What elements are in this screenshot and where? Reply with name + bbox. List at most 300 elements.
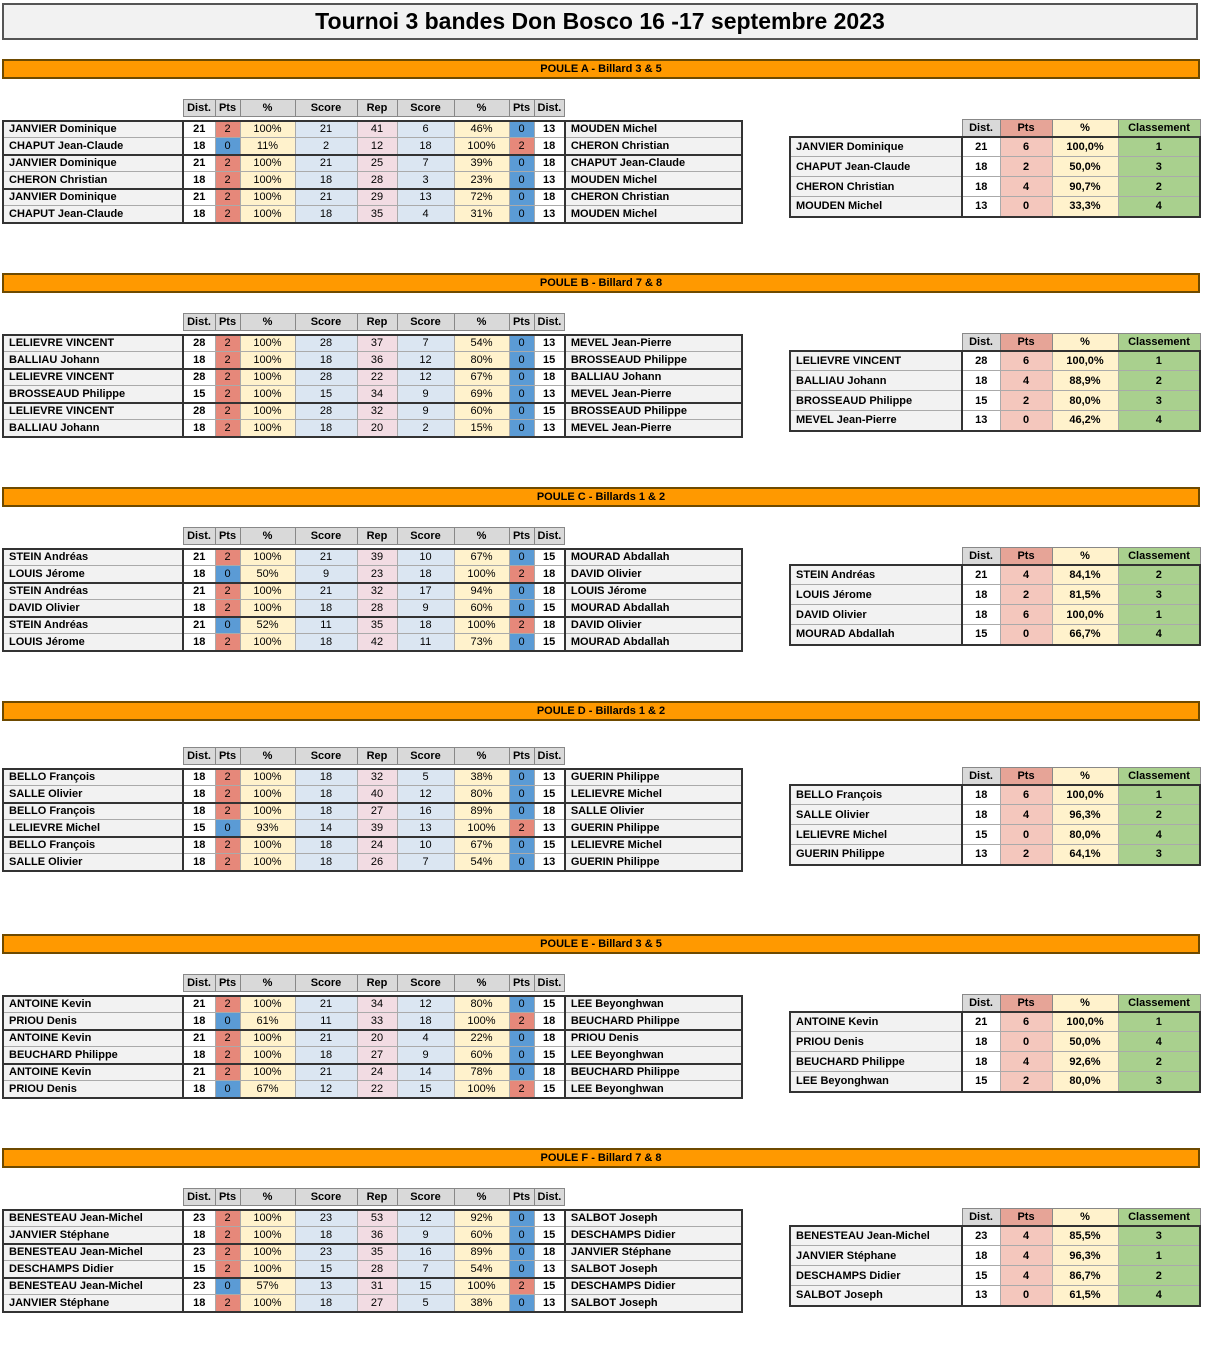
standing-percent: 90,7% bbox=[1052, 177, 1118, 197]
standings-row bbox=[790, 137, 1200, 157]
standings-header-cell: Dist. bbox=[962, 1209, 1000, 1226]
player-left: SALLE Olivier bbox=[3, 786, 183, 803]
standings-row bbox=[790, 351, 1200, 371]
score-cell: 7 bbox=[397, 335, 454, 352]
score-cell: 23 bbox=[295, 1210, 357, 1227]
distance-cell: 18 bbox=[183, 206, 215, 223]
rep-cell: 24 bbox=[357, 837, 397, 854]
player-right: DAVID Olivier bbox=[565, 566, 742, 583]
standing-player: BELLO François bbox=[790, 785, 962, 805]
standings-row bbox=[790, 391, 1200, 411]
player-left: JANVIER Stéphane bbox=[3, 1227, 183, 1244]
standings-row bbox=[790, 1226, 1200, 1246]
standing-percent: 80,0% bbox=[1052, 825, 1118, 845]
standings-header-cell: % bbox=[1052, 334, 1118, 351]
standing-player: BENESTEAU Jean-Michel bbox=[790, 1226, 962, 1246]
standings-row bbox=[790, 565, 1200, 585]
standing-rank: 4 bbox=[1118, 411, 1200, 431]
standing-rank: 3 bbox=[1118, 1072, 1200, 1092]
player-left: PRIOU Denis bbox=[3, 1081, 183, 1098]
points-cell: 2 bbox=[509, 566, 534, 583]
points-cell: 0 bbox=[509, 386, 534, 403]
rep-cell: 32 bbox=[357, 403, 397, 420]
standing-points: 6 bbox=[1000, 785, 1052, 805]
points-cell: 0 bbox=[509, 769, 534, 786]
pool-section bbox=[0, 59, 1206, 259]
rep-cell: 34 bbox=[357, 996, 397, 1013]
standings-header-cell: Classement bbox=[1118, 548, 1200, 565]
match-row bbox=[3, 155, 742, 172]
player-left: ANTOINE Kevin bbox=[3, 1064, 183, 1081]
distance-cell: 13 bbox=[534, 1295, 565, 1312]
distance-cell: 21 bbox=[183, 155, 215, 172]
standing-distance: 23 bbox=[962, 1226, 1000, 1246]
standing-player: LELIEVRE Michel bbox=[790, 825, 962, 845]
match-header-cell: % bbox=[240, 975, 295, 992]
points-cell: 2 bbox=[215, 155, 240, 172]
rep-cell: 35 bbox=[357, 1244, 397, 1261]
standings-header-cell: Dist. bbox=[962, 995, 1000, 1012]
percent-cell: 100% bbox=[240, 583, 295, 600]
standing-percent: 46,2% bbox=[1052, 411, 1118, 431]
standings-header-cell: Dist. bbox=[962, 120, 1000, 137]
points-cell: 2 bbox=[215, 634, 240, 651]
player-left: STEIN Andréas bbox=[3, 583, 183, 600]
match-header-cell bbox=[565, 975, 742, 992]
score-cell: 18 bbox=[295, 352, 357, 369]
score-cell: 28 bbox=[295, 403, 357, 420]
percent-cell: 73% bbox=[454, 634, 509, 651]
percent-cell: 54% bbox=[454, 1261, 509, 1278]
player-left: CHERON Christian bbox=[3, 172, 183, 189]
standing-points: 0 bbox=[1000, 197, 1052, 217]
player-left: DAVID Olivier bbox=[3, 600, 183, 617]
points-cell: 0 bbox=[509, 1064, 534, 1081]
standings-header-cell: Dist. bbox=[962, 548, 1000, 565]
points-cell: 2 bbox=[509, 1013, 534, 1030]
score-cell: 12 bbox=[397, 1210, 454, 1227]
player-left: LELIEVRE Michel bbox=[3, 820, 183, 837]
standings-header-cell: Classement bbox=[1118, 1209, 1200, 1226]
percent-cell: 100% bbox=[454, 1081, 509, 1098]
match-header-cell: Pts bbox=[509, 314, 534, 331]
points-cell: 0 bbox=[509, 369, 534, 386]
standings-row bbox=[790, 411, 1200, 431]
score-cell: 10 bbox=[397, 837, 454, 854]
player-right: CHERON Christian bbox=[565, 138, 742, 155]
standing-distance: 18 bbox=[962, 605, 1000, 625]
match-row bbox=[3, 600, 742, 617]
player-left: BROSSEAUD Philippe bbox=[3, 386, 183, 403]
rep-cell: 12 bbox=[357, 138, 397, 155]
score-cell: 9 bbox=[397, 600, 454, 617]
match-header-cell: % bbox=[454, 975, 509, 992]
standing-player: MOUDEN Michel bbox=[790, 197, 962, 217]
distance-cell: 18 bbox=[183, 420, 215, 437]
match-header-cell: Score bbox=[397, 100, 454, 117]
standings-row bbox=[790, 605, 1200, 625]
percent-cell: 100% bbox=[240, 803, 295, 820]
points-cell: 0 bbox=[509, 206, 534, 223]
points-cell: 0 bbox=[509, 786, 534, 803]
standing-rank: 4 bbox=[1118, 1286, 1200, 1306]
percent-cell: 15% bbox=[454, 420, 509, 437]
match-row bbox=[3, 352, 742, 369]
standings-row bbox=[790, 585, 1200, 605]
score-cell: 7 bbox=[397, 854, 454, 871]
match-header-cell: % bbox=[240, 100, 295, 117]
score-cell: 6 bbox=[397, 121, 454, 138]
points-cell: 0 bbox=[509, 1227, 534, 1244]
matches-table bbox=[2, 974, 743, 1099]
distance-cell: 15 bbox=[534, 1047, 565, 1064]
percent-cell: 60% bbox=[454, 403, 509, 420]
standing-player: BROSSEAUD Philippe bbox=[790, 391, 962, 411]
score-cell: 4 bbox=[397, 206, 454, 223]
score-cell: 12 bbox=[295, 1081, 357, 1098]
match-header-cell: Pts bbox=[509, 748, 534, 765]
percent-cell: 100% bbox=[240, 769, 295, 786]
percent-cell: 100% bbox=[240, 189, 295, 206]
standing-rank: 3 bbox=[1118, 845, 1200, 865]
standing-player: BALLIAU Johann bbox=[790, 371, 962, 391]
points-cell: 2 bbox=[215, 996, 240, 1013]
match-row bbox=[3, 583, 742, 600]
percent-cell: 100% bbox=[240, 1064, 295, 1081]
match-row bbox=[3, 566, 742, 583]
rep-cell: 35 bbox=[357, 206, 397, 223]
player-right: LELIEVRE Michel bbox=[565, 837, 742, 854]
standings-row bbox=[790, 157, 1200, 177]
standing-distance: 15 bbox=[962, 825, 1000, 845]
match-header-cell: Rep bbox=[357, 1189, 397, 1206]
standings-row bbox=[790, 371, 1200, 391]
player-left: LELIEVRE VINCENT bbox=[3, 369, 183, 386]
standing-player: CHAPUT Jean-Claude bbox=[790, 157, 962, 177]
rep-cell: 26 bbox=[357, 854, 397, 871]
percent-cell: 60% bbox=[454, 1227, 509, 1244]
match-header-cell: Dist. bbox=[183, 528, 215, 545]
match-row bbox=[3, 138, 742, 155]
match-row bbox=[3, 1064, 742, 1081]
match-header-cell: % bbox=[240, 748, 295, 765]
distance-cell: 15 bbox=[183, 820, 215, 837]
rep-cell: 20 bbox=[357, 1030, 397, 1047]
distance-cell: 18 bbox=[534, 1064, 565, 1081]
score-cell: 21 bbox=[295, 1064, 357, 1081]
match-header-cell: Dist. bbox=[534, 100, 565, 117]
match-row bbox=[3, 1081, 742, 1098]
percent-cell: 67% bbox=[454, 837, 509, 854]
percent-cell: 67% bbox=[454, 549, 509, 566]
standing-player: ANTOINE Kevin bbox=[790, 1012, 962, 1032]
standings-header-cell: Pts bbox=[1000, 995, 1052, 1012]
percent-cell: 100% bbox=[240, 1030, 295, 1047]
percent-cell: 100% bbox=[240, 549, 295, 566]
standing-rank: 2 bbox=[1118, 1052, 1200, 1072]
player-left: CHAPUT Jean-Claude bbox=[3, 206, 183, 223]
match-header-cell bbox=[3, 748, 183, 765]
distance-cell: 13 bbox=[534, 820, 565, 837]
standing-points: 4 bbox=[1000, 805, 1052, 825]
percent-cell: 11% bbox=[240, 138, 295, 155]
score-cell: 18 bbox=[397, 617, 454, 634]
percent-cell: 46% bbox=[454, 121, 509, 138]
score-cell: 13 bbox=[295, 1278, 357, 1295]
standing-distance: 18 bbox=[962, 157, 1000, 177]
score-cell: 21 bbox=[295, 155, 357, 172]
score-cell: 18 bbox=[295, 786, 357, 803]
standing-rank: 3 bbox=[1118, 1226, 1200, 1246]
score-cell: 18 bbox=[397, 138, 454, 155]
match-header-cell bbox=[565, 314, 742, 331]
player-left: JANVIER Stéphane bbox=[3, 1295, 183, 1312]
rep-cell: 39 bbox=[357, 549, 397, 566]
standings-row bbox=[790, 1072, 1200, 1092]
points-cell: 2 bbox=[215, 837, 240, 854]
percent-cell: 100% bbox=[240, 996, 295, 1013]
player-right: DAVID Olivier bbox=[565, 617, 742, 634]
standing-points: 4 bbox=[1000, 1246, 1052, 1266]
standing-points: 6 bbox=[1000, 137, 1052, 157]
score-cell: 11 bbox=[295, 1013, 357, 1030]
distance-cell: 21 bbox=[183, 549, 215, 566]
percent-cell: 100% bbox=[240, 837, 295, 854]
standing-percent: 100,0% bbox=[1052, 785, 1118, 805]
percent-cell: 80% bbox=[454, 352, 509, 369]
standing-distance: 28 bbox=[962, 351, 1000, 371]
points-cell: 0 bbox=[509, 155, 534, 172]
standing-percent: 100,0% bbox=[1052, 137, 1118, 157]
match-header-cell: Dist. bbox=[534, 1189, 565, 1206]
standing-distance: 15 bbox=[962, 625, 1000, 645]
standing-points: 4 bbox=[1000, 565, 1052, 585]
percent-cell: 100% bbox=[240, 1295, 295, 1312]
percent-cell: 50% bbox=[240, 566, 295, 583]
pool-section bbox=[0, 701, 1206, 901]
standing-rank: 1 bbox=[1118, 605, 1200, 625]
match-header-cell: Score bbox=[295, 1189, 357, 1206]
standing-percent: 100,0% bbox=[1052, 1012, 1118, 1032]
player-right: LEE Beyonghwan bbox=[565, 1047, 742, 1064]
standing-percent: 96,3% bbox=[1052, 1246, 1118, 1266]
points-cell: 0 bbox=[509, 1030, 534, 1047]
match-header-cell: % bbox=[454, 528, 509, 545]
player-right: BALLIAU Johann bbox=[565, 369, 742, 386]
player-left: JANVIER Dominique bbox=[3, 121, 183, 138]
percent-cell: 100% bbox=[454, 566, 509, 583]
player-left: JANVIER Dominique bbox=[3, 155, 183, 172]
standing-points: 6 bbox=[1000, 1012, 1052, 1032]
points-cell: 0 bbox=[509, 1047, 534, 1064]
rep-cell: 33 bbox=[357, 1013, 397, 1030]
distance-cell: 18 bbox=[534, 617, 565, 634]
percent-cell: 54% bbox=[454, 335, 509, 352]
points-cell: 0 bbox=[215, 1013, 240, 1030]
standings-header-cell: % bbox=[1052, 1209, 1118, 1226]
points-cell: 0 bbox=[509, 121, 534, 138]
standings-header-cell bbox=[790, 768, 962, 785]
percent-cell: 100% bbox=[240, 1227, 295, 1244]
points-cell: 0 bbox=[215, 820, 240, 837]
distance-cell: 18 bbox=[183, 1047, 215, 1064]
standings-row bbox=[790, 625, 1200, 645]
standing-points: 2 bbox=[1000, 845, 1052, 865]
standing-distance: 15 bbox=[962, 1072, 1000, 1092]
standing-rank: 2 bbox=[1118, 1266, 1200, 1286]
standing-distance: 18 bbox=[962, 1032, 1000, 1052]
percent-cell: 38% bbox=[454, 769, 509, 786]
player-left: BELLO François bbox=[3, 769, 183, 786]
distance-cell: 13 bbox=[534, 1261, 565, 1278]
standing-rank: 1 bbox=[1118, 137, 1200, 157]
match-row bbox=[3, 121, 742, 138]
score-cell: 9 bbox=[397, 386, 454, 403]
match-header-cell bbox=[3, 100, 183, 117]
standing-player: BEUCHARD Philippe bbox=[790, 1052, 962, 1072]
points-cell: 2 bbox=[215, 1030, 240, 1047]
standing-distance: 21 bbox=[962, 1012, 1000, 1032]
match-row bbox=[3, 1295, 742, 1312]
score-cell: 18 bbox=[295, 769, 357, 786]
match-row bbox=[3, 172, 742, 189]
player-right: MEVEL Jean-Pierre bbox=[565, 420, 742, 437]
percent-cell: 89% bbox=[454, 1244, 509, 1261]
score-cell: 18 bbox=[295, 854, 357, 871]
distance-cell: 28 bbox=[183, 369, 215, 386]
standing-rank: 3 bbox=[1118, 157, 1200, 177]
standing-player: MOURAD Abdallah bbox=[790, 625, 962, 645]
percent-cell: 100% bbox=[454, 1278, 509, 1295]
rep-cell: 32 bbox=[357, 769, 397, 786]
standing-points: 4 bbox=[1000, 1226, 1052, 1246]
standing-rank: 2 bbox=[1118, 805, 1200, 825]
distance-cell: 18 bbox=[183, 1013, 215, 1030]
rep-cell: 27 bbox=[357, 1295, 397, 1312]
match-header-cell bbox=[565, 528, 742, 545]
points-cell: 2 bbox=[215, 854, 240, 871]
match-header-cell: Score bbox=[397, 975, 454, 992]
distance-cell: 15 bbox=[534, 403, 565, 420]
standing-percent: 61,5% bbox=[1052, 1286, 1118, 1306]
standing-rank: 4 bbox=[1118, 825, 1200, 845]
score-cell: 13 bbox=[397, 820, 454, 837]
distance-cell: 18 bbox=[534, 803, 565, 820]
standing-distance: 15 bbox=[962, 1266, 1000, 1286]
points-cell: 2 bbox=[215, 403, 240, 420]
distance-cell: 18 bbox=[183, 566, 215, 583]
standing-percent: 66,7% bbox=[1052, 625, 1118, 645]
standing-player: CHERON Christian bbox=[790, 177, 962, 197]
points-cell: 0 bbox=[509, 634, 534, 651]
percent-cell: 60% bbox=[454, 600, 509, 617]
standings-row bbox=[790, 785, 1200, 805]
distance-cell: 15 bbox=[534, 1278, 565, 1295]
distance-cell: 18 bbox=[534, 155, 565, 172]
rep-cell: 20 bbox=[357, 420, 397, 437]
match-header-cell: Pts bbox=[509, 100, 534, 117]
distance-cell: 18 bbox=[183, 786, 215, 803]
distance-cell: 28 bbox=[183, 335, 215, 352]
points-cell: 0 bbox=[215, 566, 240, 583]
rep-cell: 42 bbox=[357, 634, 397, 651]
match-row bbox=[3, 420, 742, 437]
score-cell: 17 bbox=[397, 583, 454, 600]
percent-cell: 100% bbox=[240, 352, 295, 369]
standing-distance: 21 bbox=[962, 565, 1000, 585]
standings-table bbox=[789, 119, 1201, 218]
player-right: LOUIS Jérome bbox=[565, 583, 742, 600]
points-cell: 0 bbox=[215, 138, 240, 155]
score-cell: 2 bbox=[397, 420, 454, 437]
percent-cell: 52% bbox=[240, 617, 295, 634]
percent-cell: 100% bbox=[240, 1210, 295, 1227]
points-cell: 0 bbox=[509, 837, 534, 854]
match-header-cell: Pts bbox=[215, 528, 240, 545]
distance-cell: 18 bbox=[534, 138, 565, 155]
standing-distance: 13 bbox=[962, 1286, 1000, 1306]
percent-cell: 100% bbox=[454, 1013, 509, 1030]
match-header-cell: Score bbox=[295, 100, 357, 117]
points-cell: 0 bbox=[509, 403, 534, 420]
player-left: LELIEVRE VINCENT bbox=[3, 335, 183, 352]
score-cell: 2 bbox=[295, 138, 357, 155]
match-row bbox=[3, 1227, 742, 1244]
distance-cell: 21 bbox=[183, 583, 215, 600]
player-right: DESCHAMPS Didier bbox=[565, 1278, 742, 1295]
standing-rank: 1 bbox=[1118, 785, 1200, 805]
rep-cell: 53 bbox=[357, 1210, 397, 1227]
player-left: SALLE Olivier bbox=[3, 854, 183, 871]
player-right: MOUDEN Michel bbox=[565, 206, 742, 223]
match-header-cell: % bbox=[454, 100, 509, 117]
matches-table bbox=[2, 313, 743, 438]
player-left: LOUIS Jérome bbox=[3, 566, 183, 583]
score-cell: 12 bbox=[397, 352, 454, 369]
standings-row bbox=[790, 197, 1200, 217]
distance-cell: 18 bbox=[183, 803, 215, 820]
score-cell: 11 bbox=[295, 617, 357, 634]
standings-row bbox=[790, 1012, 1200, 1032]
match-header-cell: % bbox=[240, 528, 295, 545]
pool-section bbox=[0, 273, 1206, 473]
percent-cell: 69% bbox=[454, 386, 509, 403]
player-right: MOURAD Abdallah bbox=[565, 600, 742, 617]
score-cell: 4 bbox=[397, 1030, 454, 1047]
standing-distance: 18 bbox=[962, 1052, 1000, 1072]
standings-row bbox=[790, 825, 1200, 845]
standings-header-cell: Pts bbox=[1000, 1209, 1052, 1226]
player-left: BALLIAU Johann bbox=[3, 420, 183, 437]
score-cell: 12 bbox=[397, 996, 454, 1013]
match-header-cell: Score bbox=[397, 314, 454, 331]
distance-cell: 23 bbox=[183, 1244, 215, 1261]
percent-cell: 100% bbox=[240, 155, 295, 172]
score-cell: 28 bbox=[295, 335, 357, 352]
points-cell: 0 bbox=[509, 172, 534, 189]
matches-table bbox=[2, 99, 743, 224]
distance-cell: 13 bbox=[534, 206, 565, 223]
standing-distance: 15 bbox=[962, 391, 1000, 411]
points-cell: 2 bbox=[215, 786, 240, 803]
player-right: BEUCHARD Philippe bbox=[565, 1064, 742, 1081]
distance-cell: 18 bbox=[534, 1030, 565, 1047]
distance-cell: 18 bbox=[183, 1295, 215, 1312]
match-row bbox=[3, 1278, 742, 1295]
standing-points: 4 bbox=[1000, 371, 1052, 391]
standing-points: 6 bbox=[1000, 605, 1052, 625]
score-cell: 28 bbox=[295, 369, 357, 386]
